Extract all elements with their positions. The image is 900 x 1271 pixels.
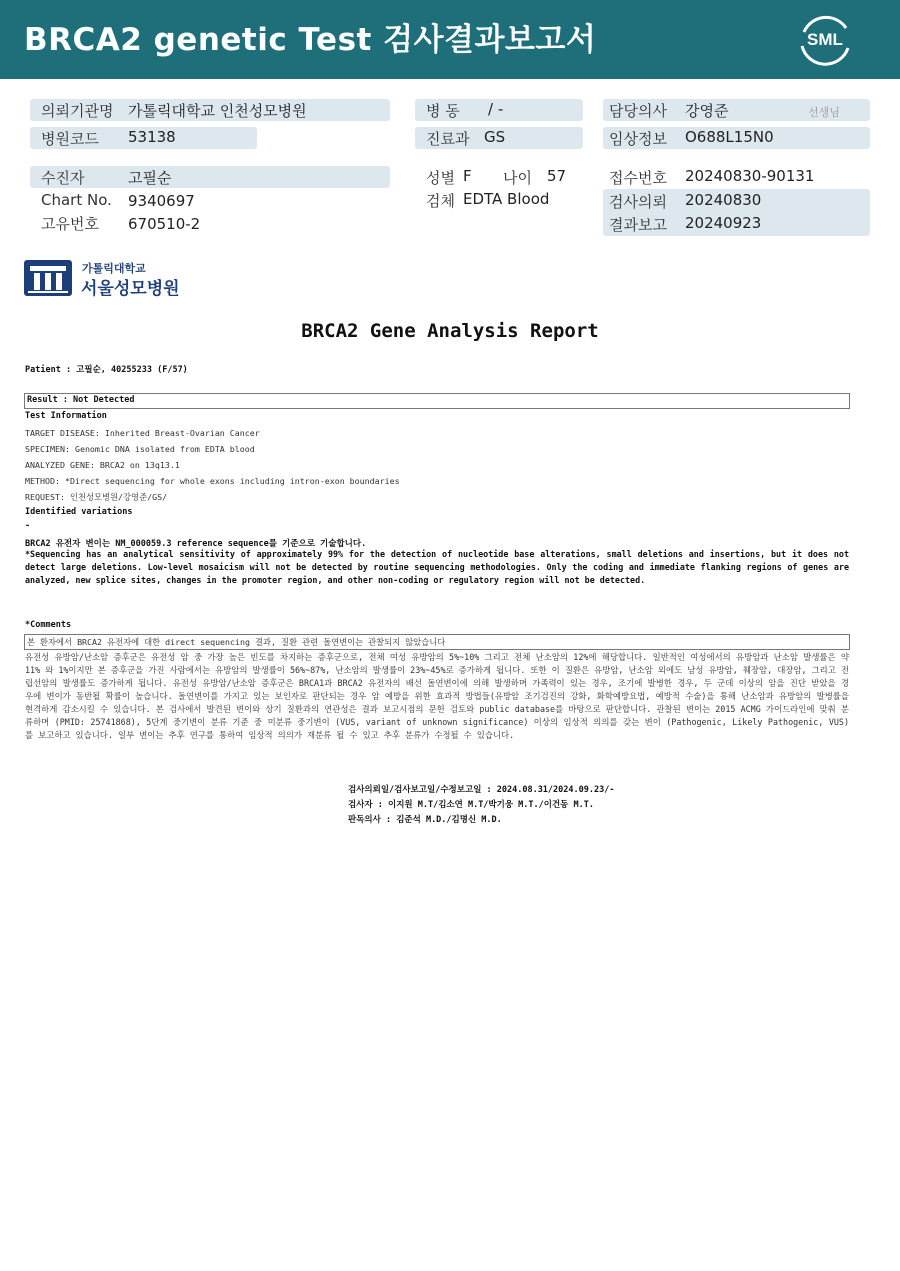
sex-label: 성별 <box>426 169 455 187</box>
comment-box <box>24 634 850 650</box>
test-info-heading: Test Information <box>25 411 107 421</box>
ward-label: 병 동 <box>426 102 460 120</box>
dates-line: 검사의뢰일/검사보고일/수정보고일 : 2024.08.31/2024.09.23/- <box>348 785 615 795</box>
specimen-label: 검체 <box>426 192 455 210</box>
dept-value: GS <box>484 128 506 146</box>
request-label: 검사의뢰 <box>609 193 667 211</box>
gene-line: ANALYZED GENE: BRCA2 on 13q13.1 <box>25 460 180 470</box>
request-value: 20240830 <box>685 191 762 209</box>
doctor-value: 강영준 <box>685 102 729 120</box>
result-label: 결과보고 <box>609 216 667 234</box>
patient-value: 고필순 <box>128 169 172 187</box>
ward-value: / - <box>488 100 504 118</box>
hospital-logo <box>24 258 179 300</box>
specimen-value: EDTA Blood <box>463 190 550 208</box>
receipt-value: 20240830-90131 <box>685 167 815 185</box>
result-line: Result : Not Detected <box>27 395 135 405</box>
doctor-suffix: 선생님 <box>808 106 840 119</box>
report-header-title: BRCA2 genetic Test 검사결과보고서 <box>24 22 597 58</box>
variations-heading: Identified variations <box>25 507 133 517</box>
hospital-emblem-icon <box>24 260 72 296</box>
reader-line: 판독의사 : 김준석 M.D./김명신 M.D. <box>348 815 502 825</box>
result-value: 20240923 <box>685 214 762 232</box>
hospital-name: 서울성모병원 <box>81 279 180 299</box>
result-box <box>24 393 850 409</box>
target-line: TARGET DISEASE: Inherited Breast-Ovarian Cancer <box>25 428 260 438</box>
method-line: METHOD: *Direct sequencing for whole exons including intron-exon boundaries <box>25 476 400 486</box>
unique-value: 670510-2 <box>128 215 201 233</box>
hospital-sub-name: 가톨릭대학교 <box>82 262 146 275</box>
institution-label: 의뢰기관명 <box>41 102 114 120</box>
institution-value: 가톨릭대학교 인천성모병원 <box>128 102 307 120</box>
chart-label: Chart No. <box>41 191 112 209</box>
comment-body: 유전성 유방암/난소암 증후군은 유전성 암 중 가장 높은 빈도를 차지하는 증후군으로, 전체 여성 유방암의 5%~10% 그리고 전체 난소암의 12%에 해당합니다. 일반적인 여성에서의 유방암과 난소암 발생률은 약 11% 와 1%이지만 본 증후군을 가진 사람에서는 유방암의 발생률이 56%~87%, 난소암의 발생률이 23%~45%로 증가하게 됩니다. 또한 이 질환은 유방암, 난소암 외에도 남성 유방암, 췌장암, 대장암, 그리고 전립선암의 발생률도 증가하게 됩니다. 유전성 유방암/난소암 증후군은 BRCA1과 BRCA2 유전자의 배선 돌연변이에 의해 발생하며 가족력이 있는 경우, 조기에 발병한 경우, 두 군데 이상의 암을 진단 받았을 경우에 변이가 동반될 확률이 높습니다. 돌연변이를 가지고 있는 보인자로 판단되는 경우 암 예방을 위한 효과적 방법들(유방암 조기검진의 강화, 화학예방요법, 예방적 수술)을 통해 난소암과 유방암의 발병률을 현격하게 감소시킬 수 있습니다. 본 검사에서 발견된 변이와 상기 질환과의 연관성은 결과 보고시점의 문헌 검토와 public database를 바탕으로 판단합니다. 관찰된 변이는 2015 ACMG 가이드라인에 맞춰 분류하며 (PMID: 25741868), 5단계 중기변이 분류 기준 중 미분류 중기변이 (VUS, variant of unknown significance) 이상의 임상적 의의를 갖는 변이 (Pathogenic, Likely Pathogenic, VUS) 를 보고하고 있습니다. 일부 변이는 추후 연구를 통하여 임상적 의의가 재분류 될 수 있고 추후 분류가 수정될 수 있습니다. <box>25 652 849 740</box>
chart-value: 9340697 <box>128 192 195 210</box>
patient-line: Patient : 고필순, 40255233 (F/57) <box>25 365 188 375</box>
receipt-label: 접수번호 <box>609 169 667 187</box>
patient-label: 수진자 <box>41 169 85 187</box>
hospital-code-value: 53138 <box>128 128 176 146</box>
comments-heading: *Comments <box>25 620 72 630</box>
comment-box-text: 본 환자에서 BRCA2 유전자에 대한 direct sequencing 결과, 질환 관련 돌연변이는 관찰되지 않았습니다 <box>27 637 446 647</box>
sex-value: F <box>463 167 472 185</box>
specimen-line: SPECIMEN: Genomic DNA isolated from EDTA blood <box>25 444 255 454</box>
age-value: 57 <box>547 167 567 185</box>
unique-label: 고유번호 <box>41 215 99 233</box>
variations-value: - <box>25 521 31 531</box>
method-note: *Sequencing has an analytical sensitivity of approximately 99% for the detection of nucleotide base alterations, small deletions and insertions, but it does not detect large deletions. Low-level mosaicism will not be detected by routine sequencing methodologies. Only the coding and immediate flanking regions of genes are analyzed, new splice sites, changes in the promoter region, and other non-coding or regulatory region will not be detected. <box>25 549 849 585</box>
examiner-line: 검사자 : 이지원 M.T/김소연 M.T/박기웅 M.T./이건동 M.T. <box>348 800 594 810</box>
doctor-label: 담당의사 <box>609 102 667 120</box>
age-label: 나이 <box>503 169 532 187</box>
clinical-value: O688L15N0 <box>685 128 774 146</box>
report-header <box>0 0 900 79</box>
dept-label: 진료과 <box>426 130 470 148</box>
sml-logo <box>796 14 854 66</box>
reference-line: BRCA2 유전자 변이는 NM_000059.3 reference sequence를 기준으로 기술합니다. <box>25 539 367 549</box>
hospital-code-label: 병원코드 <box>41 130 99 148</box>
sml-logo-text: SML <box>807 30 843 49</box>
clinical-label: 임상정보 <box>609 130 667 148</box>
request-line: REQUEST: 인천성모병원/강영준/GS/ <box>25 492 168 502</box>
report-title: BRCA2 Gene Analysis Report <box>301 320 599 342</box>
